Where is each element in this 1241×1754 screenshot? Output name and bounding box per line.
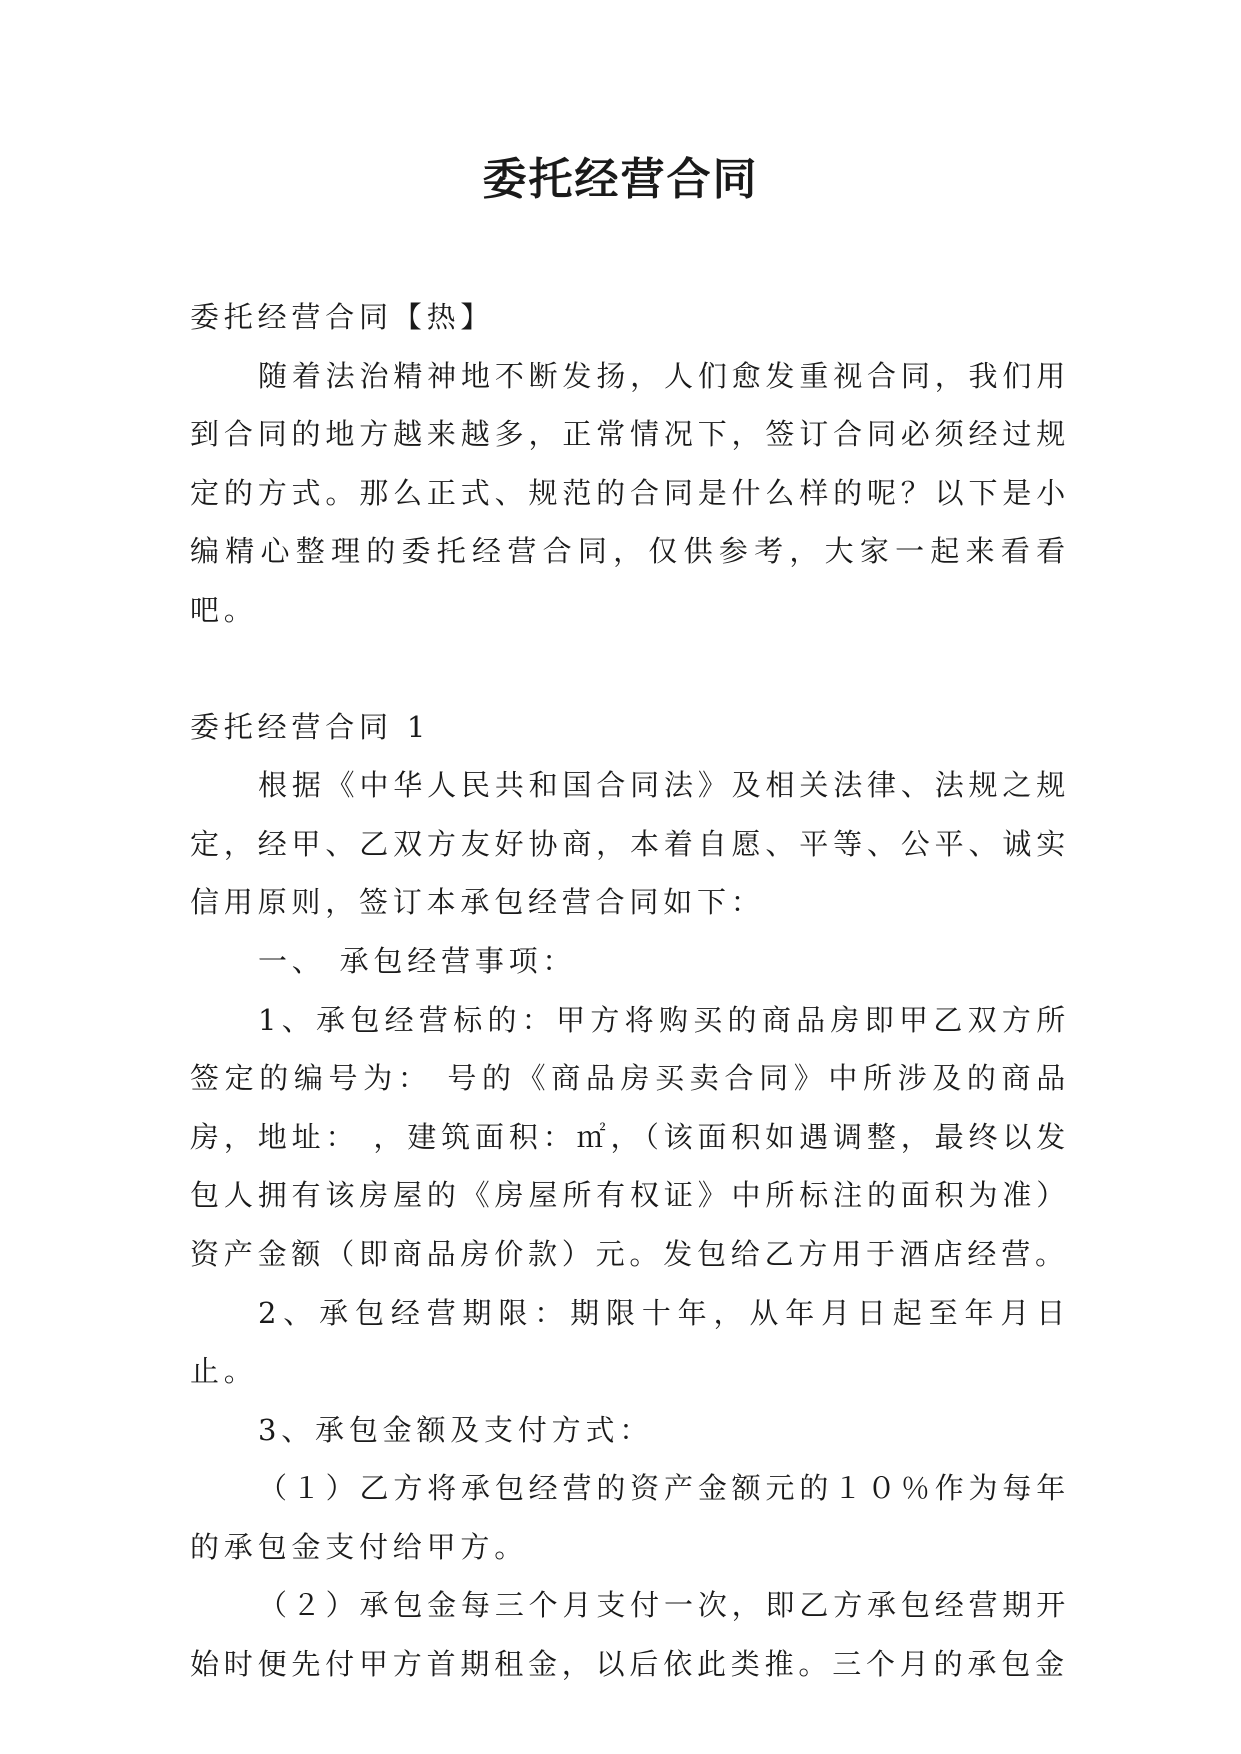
intro-paragraph: 随着法治精神地不断发扬，人们愈发重视合同，我们用到合同的地方越来越多，正常情况下，签订合同必须经过规定的方式。那么正式、规范的合同是什么样的呢？以下是小编精心整理的委托经营合同，仅供参考，大家一起来看看吧。 <box>190 358 1070 627</box>
clause-item-subject: 1、承包经营标的：甲方将购买的商品房即甲乙双方所签定的编号为： 号的《商品房买卖合同》中所涉及的商品房，地址： ，建筑面积：㎡，（该面积如遇调整，最终以发包人拥有该房屋的《房屋所有权证》中所标注的面积为准）资产金额（即商品房价款）元。发包给乙方用于酒店经营。 <box>190 1002 1070 1271</box>
payment-sub-item-2: （２）承包金每三个月支付一次，即乙方承包经营期开始时便先付甲方首期租金，以后依此类推。三个月的承包金 <box>190 1588 1070 1682</box>
section-heading: 委托经营合同 1 <box>190 709 431 744</box>
document-title: 委托经营合同 <box>482 154 759 205</box>
preamble-paragraph: 根据《中华人民共和国合同法》及相关法律、法规之规定，经甲、乙双方友好协商，本着自愿、平等、公平、诚实信用原则，签订本承包经营合同如下： <box>190 768 1070 920</box>
clause-item-payment: 3、承包金额及支付方式： <box>258 1412 654 1447</box>
clause-heading: 一、 承包经营事项： <box>258 943 577 978</box>
document-subtitle: 委托经营合同【热】 <box>190 300 495 334</box>
document-body <box>190 288 1070 1694</box>
clause-item-term: 2、承包经营期限：期限十年，从年月日起至年月日止。 <box>190 1295 1070 1389</box>
payment-sub-item-1: （１）乙方将承包经营的资产金额元的１０％作为每年的承包金支付给甲方。 <box>190 1471 1070 1564</box>
